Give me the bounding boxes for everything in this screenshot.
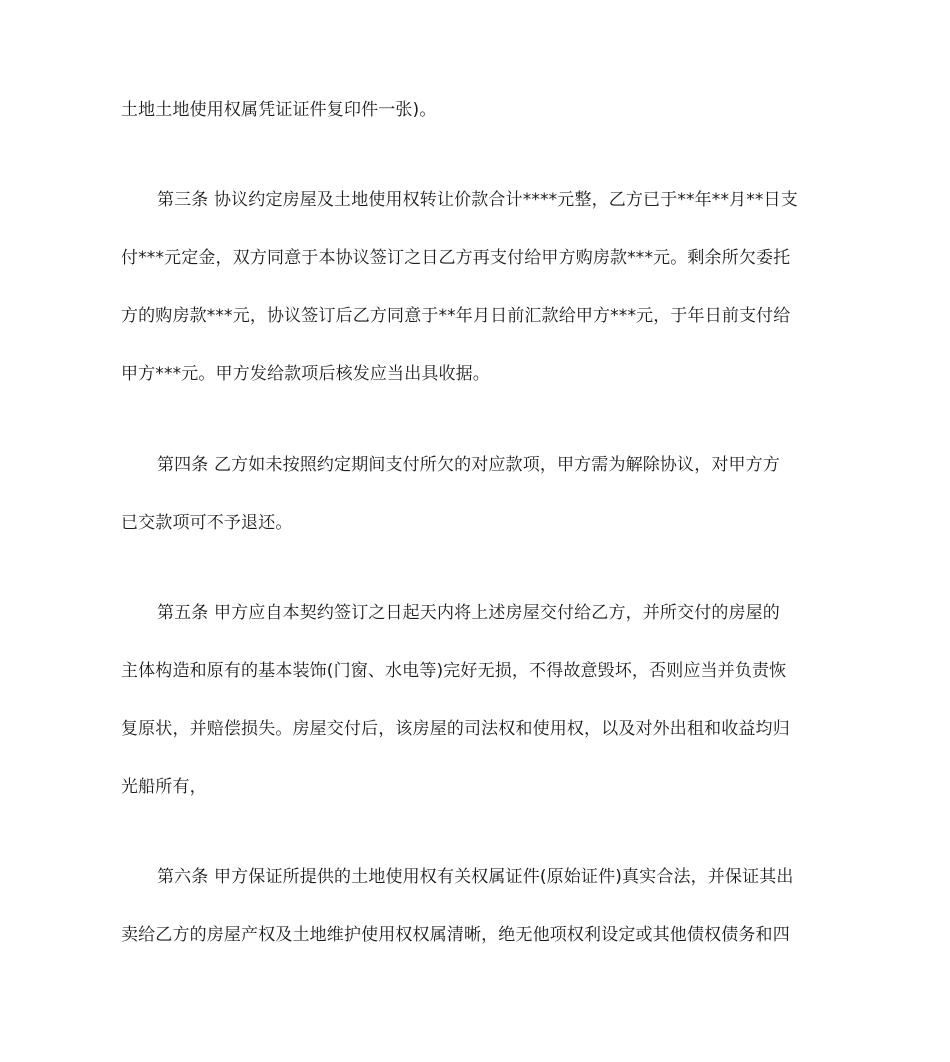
text-line: 甲方***元。甲方发给款项后核发应当出具收据。	[121, 364, 490, 384]
article-6-heading-line: 第六条 甲方保证所提供的土地使用权有关权属证件(原始证件)真实合法，并保证其出	[157, 867, 794, 887]
article-5-heading-line: 第五条 甲方应自本契约签订之日起天内将上述房屋交付给乙方，并所交付的房屋的	[157, 603, 780, 623]
text-line: 卖给乙方的房屋产权及土地维护使用权权属清晰，绝无他项权利设定或其他债权债务和四	[121, 925, 790, 945]
text-line: 光船所有，	[121, 777, 207, 797]
article-3-heading-line: 第三条 协议约定房屋及土地使用权转让价款合计****元整，乙方已于**年**月**日支	[157, 190, 798, 210]
text-line: 付***元定金，双方同意于本协议签订之日乙方再支付给甲方购房款***元。剩余所欠委托	[121, 248, 791, 268]
text-line: 方的购房款***元，协议签订后乙方同意于**年月日前汇款给甲方***元，于年日前支付给	[121, 306, 791, 326]
text-line: 已交款项可不予退还。	[121, 513, 293, 533]
text-line: 土地土地使用权属凭证证件复印件一张)。	[121, 100, 437, 120]
text-line: 复原状，并赔偿损失。房屋交付后，该房屋的司法权和使用权，以及对外出租和收益均归	[121, 719, 790, 739]
article-4-heading-line: 第四条 乙方如未按照约定期间支付所欠的对应款项，甲方需为解除协议，对甲方方	[157, 455, 780, 475]
text-line: 主体构造和原有的基本装饰(门窗、水电等)完好无损，不得故意毁坏，否则应当并负责恢	[121, 661, 787, 681]
